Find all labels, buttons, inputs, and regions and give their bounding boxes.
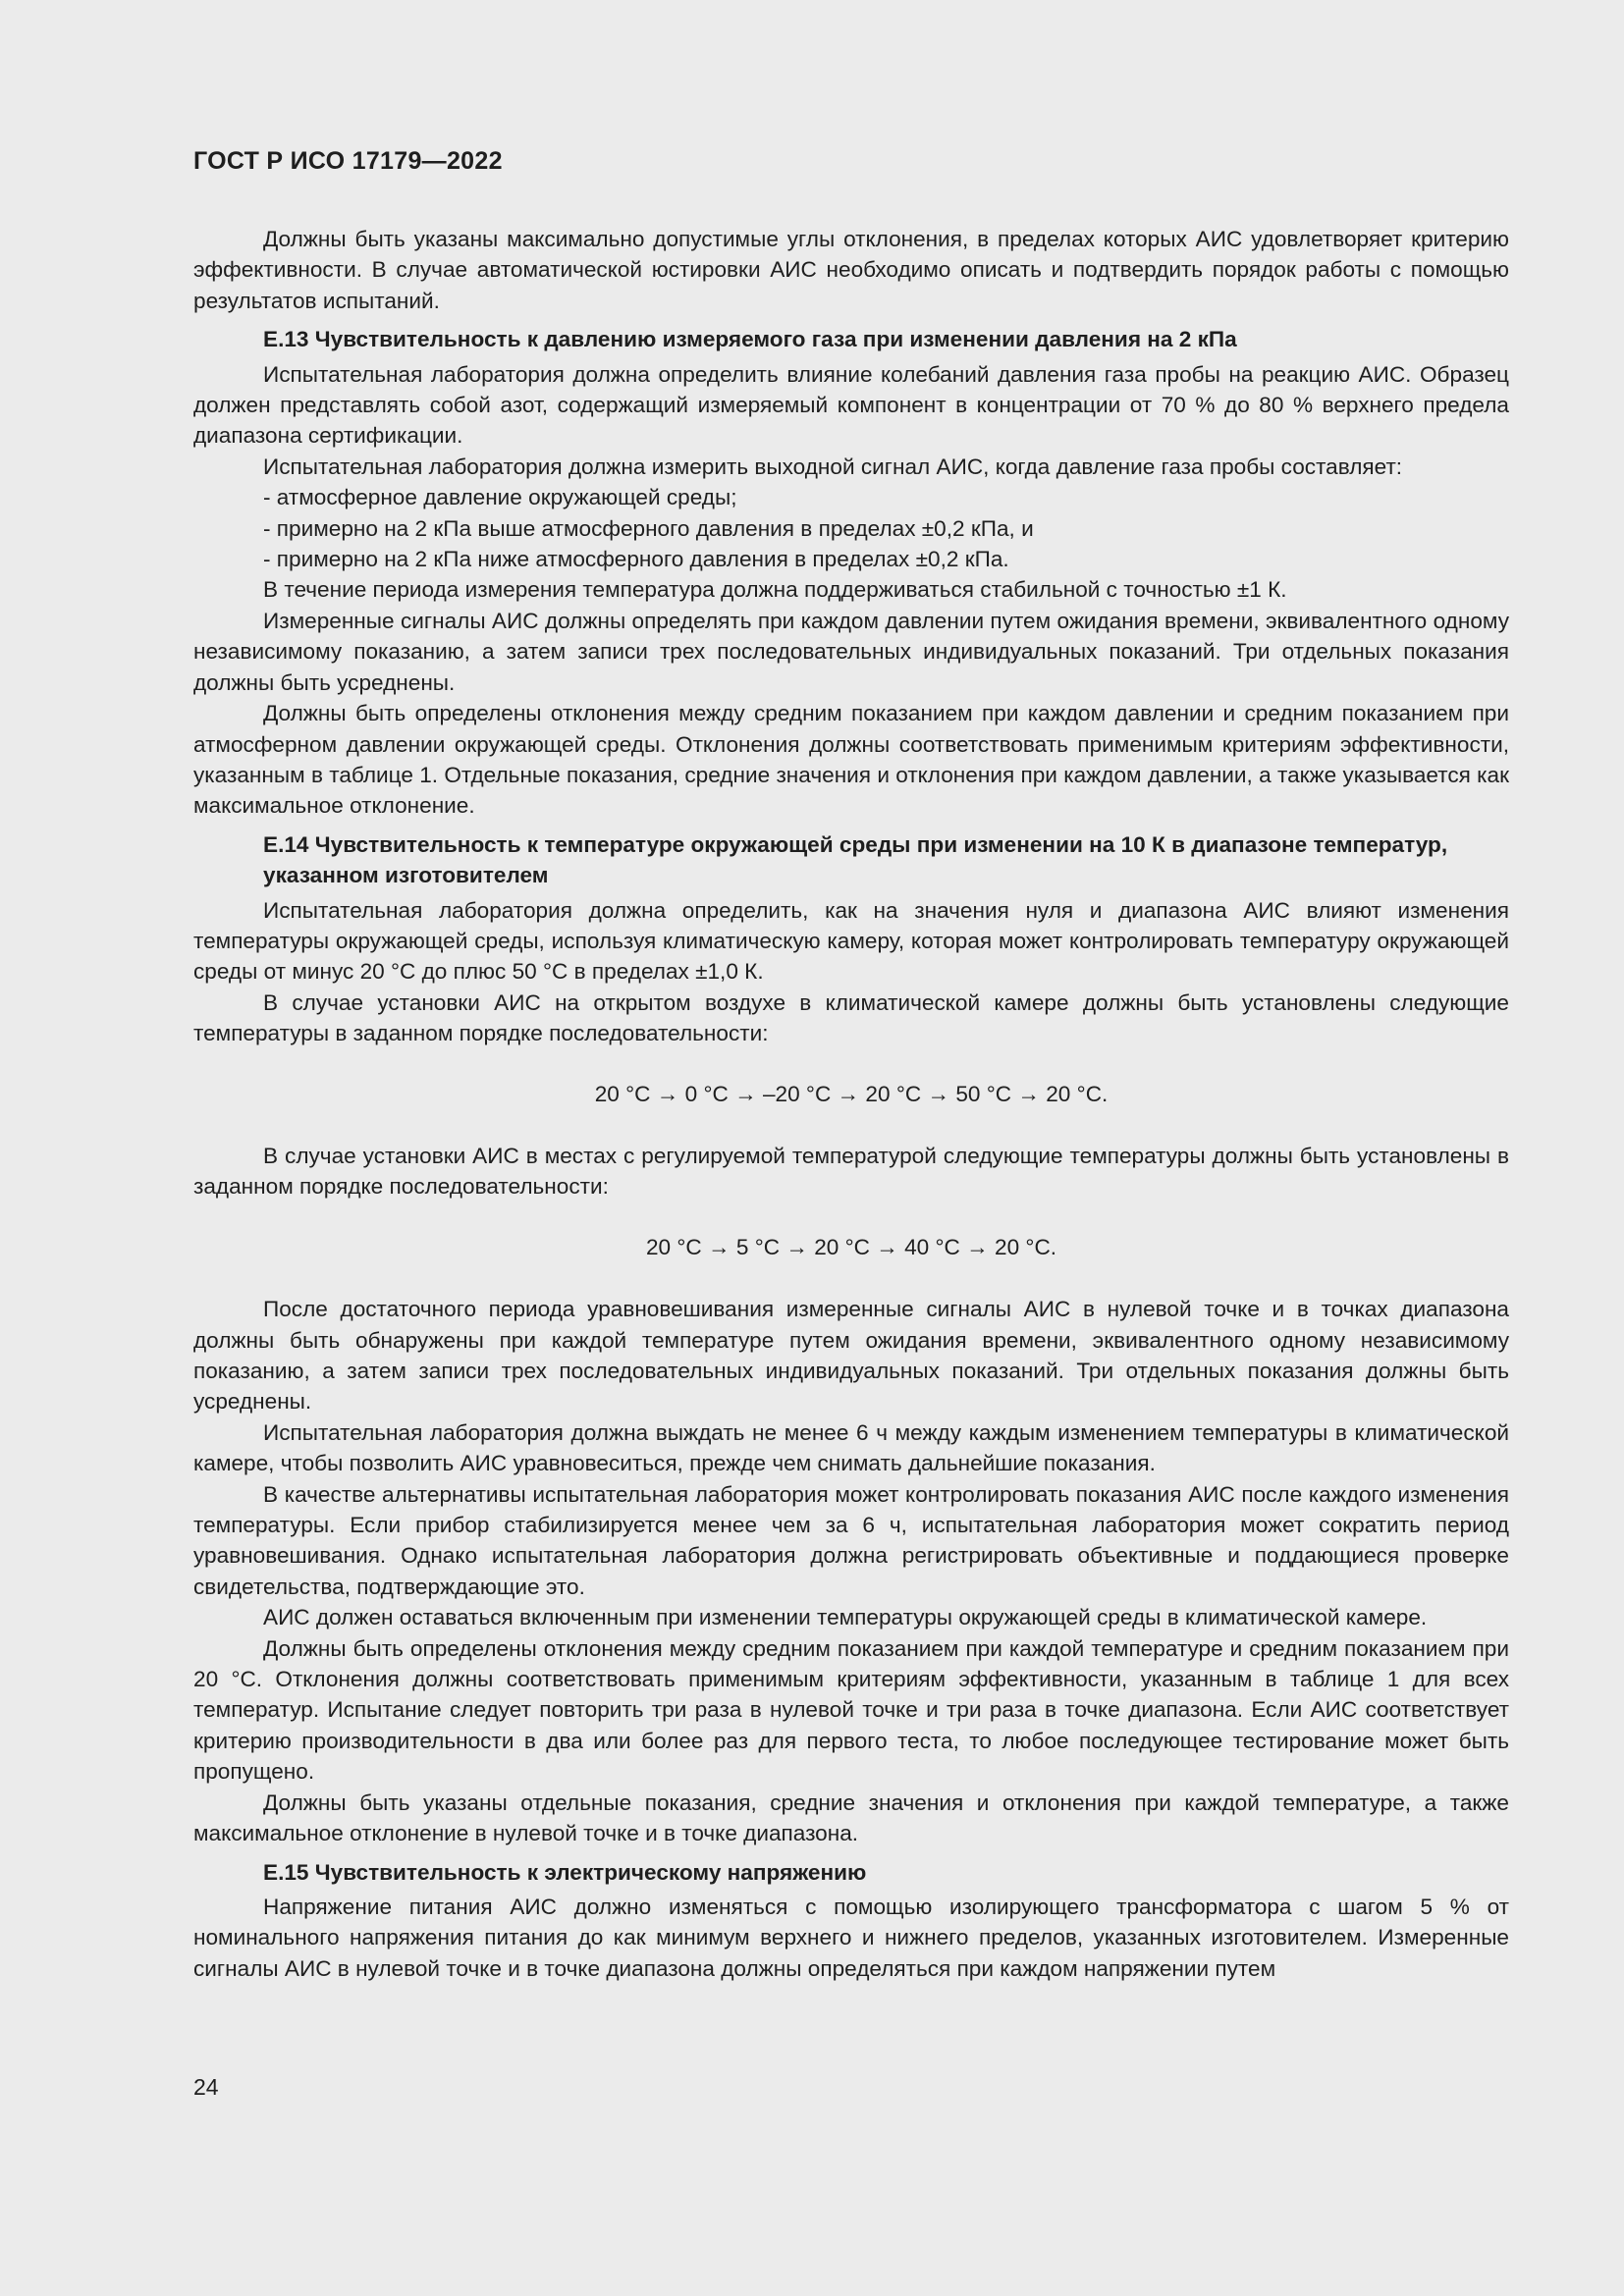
paragraph: После достаточного периода уравновешивания измеренные сигналы АИС в нулевой точке и в точках диапазона должны быть обнаружены при каждой температуре путем ожидания времени, эквивалентного одному независимому показанию, а затем записи трех последовательных индивидуальных показаний. Три отдельных показания должны быть усреднены. <box>193 1297 1509 1415</box>
section-heading-e13: Е.13 Чувствительность к давлению измеряемого газа при изменении давления на 2 кПа <box>263 327 1237 352</box>
paragraph: Должны быть определены отклонения между средним показанием при каждом давлении и средним показанием при атмосферном давлении окружающей среды. Отклонения должны соответствовать применимым критериям эффективности, указанным в таблице 1. Отдельные показания, средние значения и отклонения при каждом давлении, а также указывается как максимальное отклонение. <box>193 701 1509 819</box>
page-number: 24 <box>193 2074 219 2100</box>
paragraph: Испытательная лаборатория должна определить влияние колебаний давления газа пробы на реакцию АИС. Образец должен представлять собой азот, содержащий измеряемый компонент в концентрации от 70 % до 80 % верхнего предела диапазона сертификации. <box>193 361 1509 449</box>
paragraph: АИС должен оставаться включенным при изменении температуры окружающей среды в климатической камере. <box>263 1605 1428 1630</box>
paragraph: Измеренные сигналы АИС должны определять при каждом давлении путем ожидания времени, эквивалентного одному независимому показанию, а затем записи трех последовательных индивидуальных показаний. Три отдельных показания должны быть усреднены. <box>193 608 1509 695</box>
section-heading-e15: Е.15 Чувствительность к электрическому напряжению <box>263 1859 867 1885</box>
paragraph: В течение периода измерения температура должна поддерживаться стабильной с точностью ±1 К. <box>263 577 1287 603</box>
document-body <box>193 224 1509 1984</box>
paragraph: Испытательная лаборатория должна выждать не менее 6 ч между каждым изменением температуры в климатической камере, чтобы позволить АИС уравновеситься, прежде чем снимать дальнейшие показания. <box>193 1419 1509 1476</box>
list-item: - примерно на 2 кПа ниже атмосферного давления в пределах ±0,2 кПа. <box>263 547 1009 572</box>
page-header: ГОСТ Р ИСО 17179—2022 <box>193 147 503 175</box>
paragraph: В качестве альтернативы испытательная лаборатория может контролировать показания АИС после каждого изменения температуры. Если прибор стабилизируется менее чем за 6 ч, испытательная лаборатория может сократить период уравновешивания. Однако испытательная лаборатория должна регистрировать объективные и поддающиеся проверке свидетельства, подтверждающие это. <box>193 1481 1509 1599</box>
list-item: - примерно на 2 кПа выше атмосферного давления в пределах ±0,2 кПа, и <box>263 515 1034 541</box>
section-heading-e14: Е.14 Чувствительность к температуре окружающей среды при изменении на 10 К в диапазоне температур, указанном изготовителем <box>263 831 1448 888</box>
paragraph: В случае установки АИС в местах с регулируемой температурой следующие температуры должны быть установлены в заданном порядке последовательности: <box>193 1143 1509 1200</box>
temperature-sequence-formula: 20 °С → 0 °С → –20 °С → 20 °С → 50 °С → 20 °С. <box>594 1081 1109 1106</box>
paragraph: В случае установки АИС на открытом воздухе в климатической камере должны быть установлены следующие температуры в заданном порядке последовательности: <box>193 989 1509 1046</box>
paragraph: Испытательная лаборатория должна измерить выходной сигнал АИС, когда давление газа пробы составляет: <box>263 454 1403 479</box>
paragraph: Испытательная лаборатория должна определить, как на значения нуля и диапазона АИС влияют изменения температуры окружающей среды, используя климатическую камеру, которая может контролировать температуру окружающей среды от минус 20 °С до плюс 50 °С в пределах ±1,0 К. <box>193 897 1509 985</box>
paragraph: Должны быть определены отклонения между средним показанием при каждой температуре и средним показанием при 20 °С. Отклонения должны соответствовать применимым критериям эффективности, указанным в таблице 1 для всех температур. Испытание следует повторить три раза в нулевой точке и три раза в точке диапазона. Если АИС соответствует критерию производительности в два или более раз для первого теста, то любое последующее тестирование может быть пропущено. <box>193 1635 1509 1785</box>
paragraph: Должны быть указаны максимально допустимые углы отклонения, в пределах которых АИС удовлетворяет критерию эффективности. В случае автоматической юстировки АИС необходимо описать и подтвердить порядок работы с помощью результатов испытаний. <box>193 227 1509 313</box>
list-item: - атмосферное давление окружающей среды; <box>263 485 737 510</box>
paragraph: Должны быть указаны отдельные показания, средние значения и отклонения при каждой температуре, а также максимальное отклонение в нулевой точке и в точке диапазона. <box>193 1789 1509 1846</box>
temperature-sequence-formula: 20 °С → 5 °С → 20 °С → 40 °С → 20 °С. <box>645 1234 1057 1259</box>
paragraph: Напряжение питания АИС должно изменяться с помощью изолирующего трансформатора с шагом 5 % от номинального напряжения питания до как минимум верхнего и нижнего пределов, указанных изготовителем. Измеренные сигналы АИС в нулевой точке и в точке диапазона должны определяться при каждом напряжении путем <box>193 1894 1509 1981</box>
